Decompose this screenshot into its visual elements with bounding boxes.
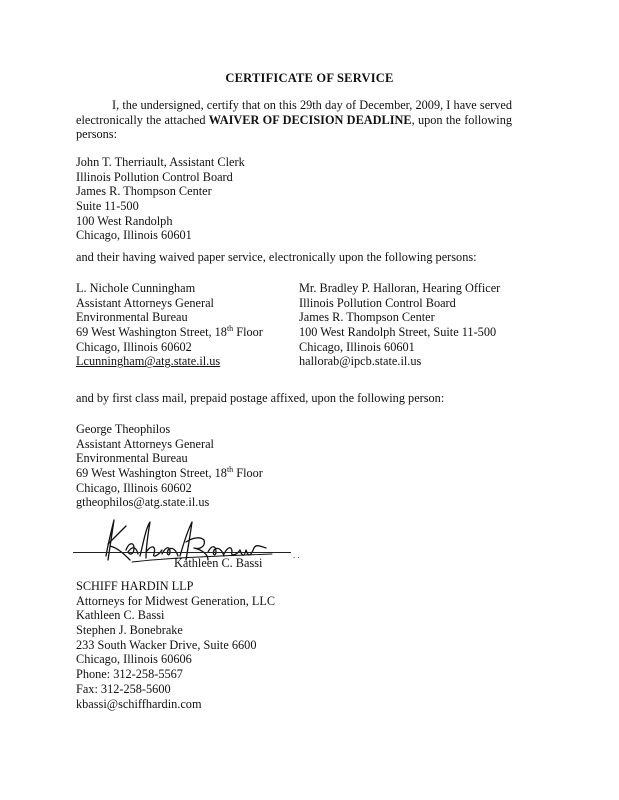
signature-line-tail: . . [293,550,300,560]
firm-line: Fax: 312-258-5600 [76,681,171,696]
firm-line: Phone: 312-258-5567 [76,667,183,682]
contact-name: Mr. Bradley P. Halloran, Hearing Officer [299,281,501,295]
firm-line: Stephen J. Bonebrake [76,623,183,638]
signature-line [73,552,291,553]
contact-city: Chicago, Illinois 60601 [299,339,415,354]
clerk-line: James R. Thompson Center [76,184,212,199]
contact-bureau: Environmental Bureau [76,451,188,466]
contact-bureau: Environmental Bureau [76,310,188,325]
clerk-line: Chicago, Illinois 60601 [76,228,192,243]
contact-address: 69 West Washington Street, 18th Floor [76,323,263,340]
mail-service-intro: and by first class mail, prepaid postage affixed, upon the following person: [76,391,445,405]
intro-text-after: , upon the following persons: [76,112,513,142]
contact-name: L. Nichole Cunningham [76,281,196,295]
contact-city: Chicago, Illinois 60602 [76,480,192,495]
contact-address: 100 West Randolph Street, Suite 11-500 [299,325,497,340]
contact-title: Assistant Attorneys General [76,436,214,451]
mail-contact-block [76,422,263,510]
clerk-line: Illinois Pollution Control Board [76,169,233,184]
contact-org: Illinois Pollution Control Board [299,295,456,310]
firm-line: Chicago, Illinois 60606 [76,652,192,667]
clerk-line: 100 West Randolph [76,213,173,228]
left-contact-block [76,281,263,369]
firm-line: Kathleen C. Bassi [76,608,165,623]
contact-city: Chicago, Illinois 60602 [76,339,192,354]
contact-email-link[interactable]: Lcunningham@atg.state.il.us [76,354,221,369]
contact-building: James R. Thompson Center [299,310,435,325]
firm-email[interactable]: kbassi@schiffhardin.com [76,696,202,711]
law-firm-block [76,579,275,711]
contact-title: Assistant Attorneys General [76,295,214,310]
document-title: CERTIFICATE OF SERVICE [225,71,394,85]
clerk-line: Suite 11-500 [76,199,139,214]
contact-name: George Theophilos [76,422,171,436]
contact-email[interactable]: hallorab@ipcb.state.il.us [299,354,422,369]
firm-line: Attorneys for Midwest Generation, LLC [76,593,276,608]
firm-line: 233 South Wacker Drive, Suite 6600 [76,637,257,652]
right-contact-block [299,281,500,369]
document-reference: WAIVER OF DECISION DEADLINE [208,112,412,127]
intro-text-before: I, the undersigned, certify that on this 29th day of December, 2009, I have served electronically the attached [76,98,512,127]
firm-line: SCHIFF HARDIN LLP [76,579,194,593]
clerk-address-block [76,155,245,243]
contact-address: 69 West Washington Street, 18th Floor [76,464,263,481]
clerk-line: John T. Therriault, Assistant Clerk [76,155,245,169]
signer-name: Kathleen C. Bassi [174,556,263,570]
contact-email[interactable]: gtheophilos@atg.state.il.us [76,495,210,510]
intro-paragraph [76,98,512,142]
waived-service-intro: and their having waived paper service, electronically upon the following persons: [76,250,477,264]
